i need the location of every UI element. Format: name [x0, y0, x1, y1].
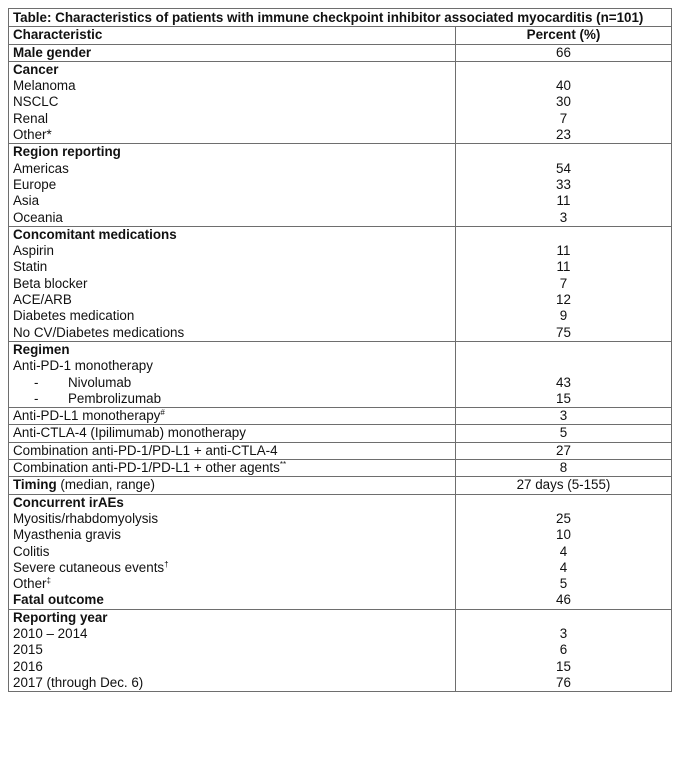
dash-bullet: -: [34, 374, 39, 390]
list-value: 30: [556, 94, 571, 110]
section-iraes: [9, 494, 672, 609]
header-characteristic: Characteristic: [9, 27, 456, 44]
row-label: Combination anti-PD-1/PD-L1 + other agents: [13, 460, 280, 476]
male-gender-row: [9, 44, 672, 61]
dash-bullet: -: [34, 390, 39, 406]
pdl1-label: [9, 408, 456, 425]
combo-ctla4-value: 27: [456, 442, 672, 459]
regimen-values: [456, 341, 672, 407]
list-value: 4: [559, 559, 568, 575]
combo-ctla4-row: [9, 442, 672, 459]
list-item-label: Nivolumab: [68, 374, 132, 390]
list-item-label: Pembrolizumab: [68, 390, 162, 406]
list-value: 75: [556, 324, 571, 340]
section-heading: Concurrent irAEs: [13, 494, 124, 510]
footnote-mark: **: [279, 460, 287, 470]
list-value: 11: [556, 243, 571, 259]
list-item: Myasthenia gravis: [13, 527, 121, 543]
list-item: NSCLC: [13, 94, 59, 110]
irae-values: [456, 494, 672, 609]
section-cancer: [9, 61, 672, 143]
list-value: 3: [559, 625, 568, 641]
timing-value: 27 days (5-155): [456, 477, 672, 494]
list-value: 54: [556, 160, 571, 176]
footnote-mark: #: [160, 408, 165, 418]
list-item-label: Other: [13, 576, 47, 592]
section-heading: Reporting year: [13, 609, 108, 625]
footnote-mark: ‡: [46, 576, 51, 586]
list-value: 43: [556, 374, 571, 390]
list-value: 12: [556, 292, 571, 308]
timing-row: [9, 477, 672, 494]
combo-ctla4-label: Combination anti-PD-1/PD-L1 + anti-CTLA-4: [9, 442, 456, 459]
irae-labels: [9, 494, 456, 609]
list-value: 23: [556, 127, 571, 143]
ctla4-value: 5: [456, 425, 672, 442]
list-item-label: Severe cutaneous events: [13, 559, 165, 575]
list-value: 25: [556, 510, 571, 526]
list-item: 2016: [13, 658, 43, 674]
region-labels: [9, 144, 456, 226]
characteristics-table: [8, 8, 672, 692]
list-value: 9: [559, 308, 568, 324]
list-item: Oceania: [13, 209, 63, 225]
combo-other-label: [9, 460, 456, 477]
list-item: [13, 560, 451, 576]
combo-other-row: [9, 460, 672, 477]
section-heading: Regimen: [13, 341, 70, 357]
list-value: 11: [556, 259, 571, 275]
row-label: Anti-PD-L1 monotherapy: [13, 408, 161, 424]
section-medications: [9, 226, 672, 341]
section-heading: Region reporting: [13, 144, 121, 160]
list-value: 10: [556, 527, 571, 543]
list-item: Anti-PD-1 monotherapy: [13, 358, 153, 374]
ctla4-label: Anti-CTLA-4 (Ipilimumab) monotherapy: [9, 425, 456, 442]
list-item: Myositis/rhabdomyolysis: [13, 510, 159, 526]
footnote-mark: †: [164, 559, 169, 569]
list-item: Colitis: [13, 543, 50, 559]
cancer-values: [456, 61, 672, 143]
list-value: 11: [556, 193, 571, 209]
region-values: [456, 144, 672, 226]
timing-heading: Timing: [13, 477, 57, 493]
table-title: Table: Characteristics of patients with immune checkpoint inhibitor associated myocarditis (n=101): [9, 9, 672, 27]
medication-labels: [9, 226, 456, 341]
list-item: 2017 (through Dec. 6): [13, 674, 144, 690]
section-regimen: [9, 341, 672, 407]
pdl1-row: [9, 408, 672, 425]
list-value: 3: [559, 209, 568, 225]
list-value: 40: [556, 78, 571, 94]
list-item: Renal: [13, 110, 48, 126]
list-item: No CV/Diabetes medications: [13, 324, 185, 340]
ctla4-row: [9, 425, 672, 442]
list-item: Beta blocker: [13, 275, 88, 291]
list-item: Asia: [13, 193, 40, 209]
section-region: [9, 144, 672, 226]
list-item: 2015: [13, 642, 43, 658]
list-item: Statin: [13, 259, 48, 275]
pdl1-value: 3: [456, 408, 672, 425]
list-item: 2010 – 2014: [13, 625, 88, 641]
section-heading: Cancer: [13, 61, 59, 77]
regimen-labels: [9, 341, 456, 407]
male-gender-label: Male gender: [9, 44, 456, 61]
list-value: 7: [559, 275, 568, 291]
list-value: 15: [556, 390, 571, 406]
year-values: [456, 609, 672, 691]
list-item: Europe: [13, 176, 57, 192]
list-item: ACE/ARB: [13, 292, 72, 308]
list-item: Diabetes medication: [13, 308, 135, 324]
list-value: 15: [556, 658, 571, 674]
list-item: Aspirin: [13, 243, 54, 259]
list-value: 6: [559, 642, 568, 658]
document-page: [8, 8, 671, 692]
male-gender-value: 66: [456, 44, 672, 61]
list-value: 76: [556, 674, 571, 690]
table-title-row: [9, 9, 672, 27]
list-value: 4: [559, 543, 568, 559]
list-value: 33: [556, 176, 571, 192]
header-percent: Percent (%): [456, 27, 672, 44]
list-value: 5: [559, 576, 568, 592]
list-item-sub: [13, 391, 451, 407]
timing-qualifier: (median, range): [56, 477, 155, 493]
list-item: [13, 576, 451, 592]
list-value: 7: [559, 110, 568, 126]
list-item: Melanoma: [13, 78, 76, 94]
section-reporting-year: [9, 609, 672, 691]
list-value: 46: [556, 592, 571, 608]
list-item-sub: [13, 375, 451, 391]
timing-label: [9, 477, 456, 494]
cancer-labels: [9, 61, 456, 143]
section-heading: Concomitant medications: [13, 226, 177, 242]
header-row: [9, 27, 672, 44]
list-item: Other*: [13, 127, 52, 143]
medication-values: [456, 226, 672, 341]
combo-other-value: 8: [456, 460, 672, 477]
list-item: Fatal outcome: [13, 592, 104, 608]
list-item: Americas: [13, 160, 69, 176]
year-labels: [9, 609, 456, 691]
